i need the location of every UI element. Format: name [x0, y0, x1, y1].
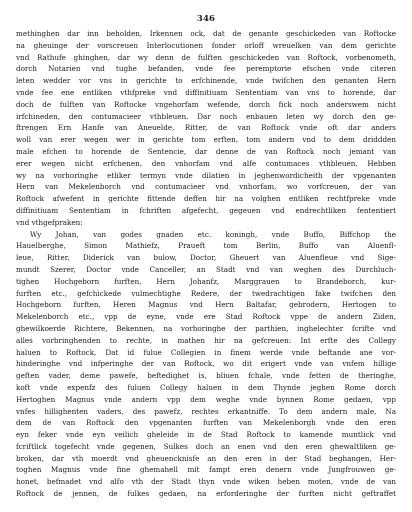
- text-line: mundt Szerer, Doctor vnde Canceller, an Stadt vnd van weghen des Durchluch-: [16, 264, 396, 274]
- text-line: dem de van Roftock den vpgenanten furften van Mekelenborgh vnde den eren: [16, 418, 396, 428]
- text-line: geften vader, deme pawefe, beftedighet is, bliuen fchale, vnde fetten de theringhe,: [16, 371, 396, 381]
- text-line: irfchineden, den contumacieer vthbleuen. Dar noch enbauen leten wy dorch den ge-: [16, 111, 396, 121]
- text-line: vnde fee ene entliken vthfpreke vnd diffinitiuam Sententiam van vns to horende, dar: [16, 87, 396, 97]
- paragraph-2: [16, 229, 396, 500]
- text-line: furften etc., gefchickede vulmechtighe Redere, der twedrachtigen fake twifchen den: [16, 288, 396, 298]
- text-line: vnd Rathufe ghinghen, dar wy denn de fulften geschickeden van Roftock, vorbenometh,: [16, 52, 396, 62]
- body-text: [16, 28, 396, 500]
- text-line: ghewilkoerde Richtere, Bekennen, na vorhoringhe der parthien, inghelechter fcrifte vnd: [16, 323, 396, 333]
- text-line: koft vnde expenfz des fuluen Collegy haluen in dem Thynde jeghen Rome dorch: [16, 382, 396, 392]
- text-line: hinderinghe vnd infperinghe der van Roftock, wo dit erigert vnde van vnfem hillige: [16, 359, 396, 369]
- text-line: doch de fulften van Roftocke vngehorfam wefende, dorch fick noch anderswem nicht: [16, 99, 396, 109]
- text-line: Wy Johan, van godes gnaden etc. koningh, vnde Buffo, Biffchop the: [30, 229, 396, 239]
- text-line: diffinitiuam Sententiam in fchriften afgefecht, gegeuen vnd endrechtliken fententiert: [16, 205, 396, 215]
- text-line: Mekelenborch etc., vpp de eyne, vnde ere Stad Roftock vppe de andern Ziden,: [16, 312, 396, 322]
- text-line: toghen Magnus vnde fine ghemahell mit fampt eren denern vnde Jungfrouwen ge-: [16, 465, 396, 475]
- paragraph-1: [16, 28, 396, 229]
- text-line: dorch Notarien vnd tughe befanden, vnde fee peremptorie efschen vnde citeren: [16, 64, 396, 74]
- text-line: fcriftlick togefecht vnde gegenen, Sulkes doch an enen vnd den eren ghewaltliken ge-: [16, 441, 396, 451]
- text-line: Hertoghen Magnus vnde andern vpp dem weghe vnde bynnen Rome gedaen, vpp: [16, 394, 396, 404]
- text-line: Hauelberghe, Simon Mathiefz, Praueft tom Berlin, Buffo van Aluenfl-: [16, 241, 396, 251]
- text-line: broken, dar vth moerdt vnd gheuencknisfe an den eren in der Stad beghangen, Her-: [16, 453, 396, 463]
- text-line: leten wedder vor vns in gerichte to erfchinende, vnde twifchen den genanten Hern: [16, 76, 396, 86]
- text-line: woll van erer wegen wer in gerichte tom erften, tom andern vnd to dem driddden: [16, 135, 396, 145]
- text-line: honet, befmadet vnd alfo vth der Stadt thyn vnde wiken heben moten, vnde de van: [16, 477, 396, 487]
- text-line: alles vorbringhenden to rechte, in mathen hir na gefcreuen: Int erfte des Collegy: [16, 335, 396, 345]
- text-line: vnfes hillighenten vaders, des pawefz, rechtes erkantniffe. To dem andern male, Na: [16, 406, 396, 416]
- text-line: male efchen to horende de Sentencie, dar denne de van Roftock noch jemant van: [16, 146, 396, 156]
- text-line: Hern van Mekelenborch vnd contumacieer vnd vnhorfam, wo vorfcreuen, der van: [16, 182, 396, 192]
- text-line: ftrengen Ern Hanfe van Aneuelde, Ritter, de van Roftock vnde oft dar anders: [16, 123, 396, 133]
- text-line: na gheuinge der vorscreuen Interlocutionen fonder orloff wreuelken van dem gerichte: [16, 40, 396, 50]
- text-line: tighen Hochgeborn furften, Hern Johanfz, Marggrauen to Brandeborch, kur-: [16, 276, 396, 286]
- text-line: Roftock afwefent in gerichte fittende deffen hir na volghen entliken rechtfpreke vnde: [16, 194, 396, 204]
- text-line: vnd vthgefpraken:: [16, 217, 83, 227]
- text-line: erer wegen nicht erfchenen, den vnhorfam vnd alfe contumaces vthbleuen, Hebben: [16, 158, 396, 168]
- text-line: Roftock de jennen, de fulkes gedaen, na erforderinghe der furften nicht geftraffet: [16, 489, 396, 499]
- text-line: leue, Ritter, Diderick van bulow, Doctor, Gheuert van Aluenfleue vnd Sige-: [16, 253, 396, 263]
- text-line: eyn feker vnde eyn veilich gheleide in de Stad Roftock to kamende muntlick vnd: [16, 430, 396, 440]
- text-line: methinghen dar inn beholden, Irkennen ock, dat de genante geschickeden van Roftocke: [16, 29, 396, 38]
- page-number: 346: [196, 14, 216, 24]
- text-line: Hochgeborn furften, Heren Magnus vnd Hern Baltafar, gebrodern, Hertogen to: [16, 300, 396, 310]
- text-line: haluen to Roftock, Dat id fulue Collegien in finem werde vnde beftande ane vor-: [16, 347, 396, 357]
- text-line: wy na vorhoringhe etliker termyn vnde dilatien in jeghenwordicheith der vpgenanten: [16, 170, 396, 180]
